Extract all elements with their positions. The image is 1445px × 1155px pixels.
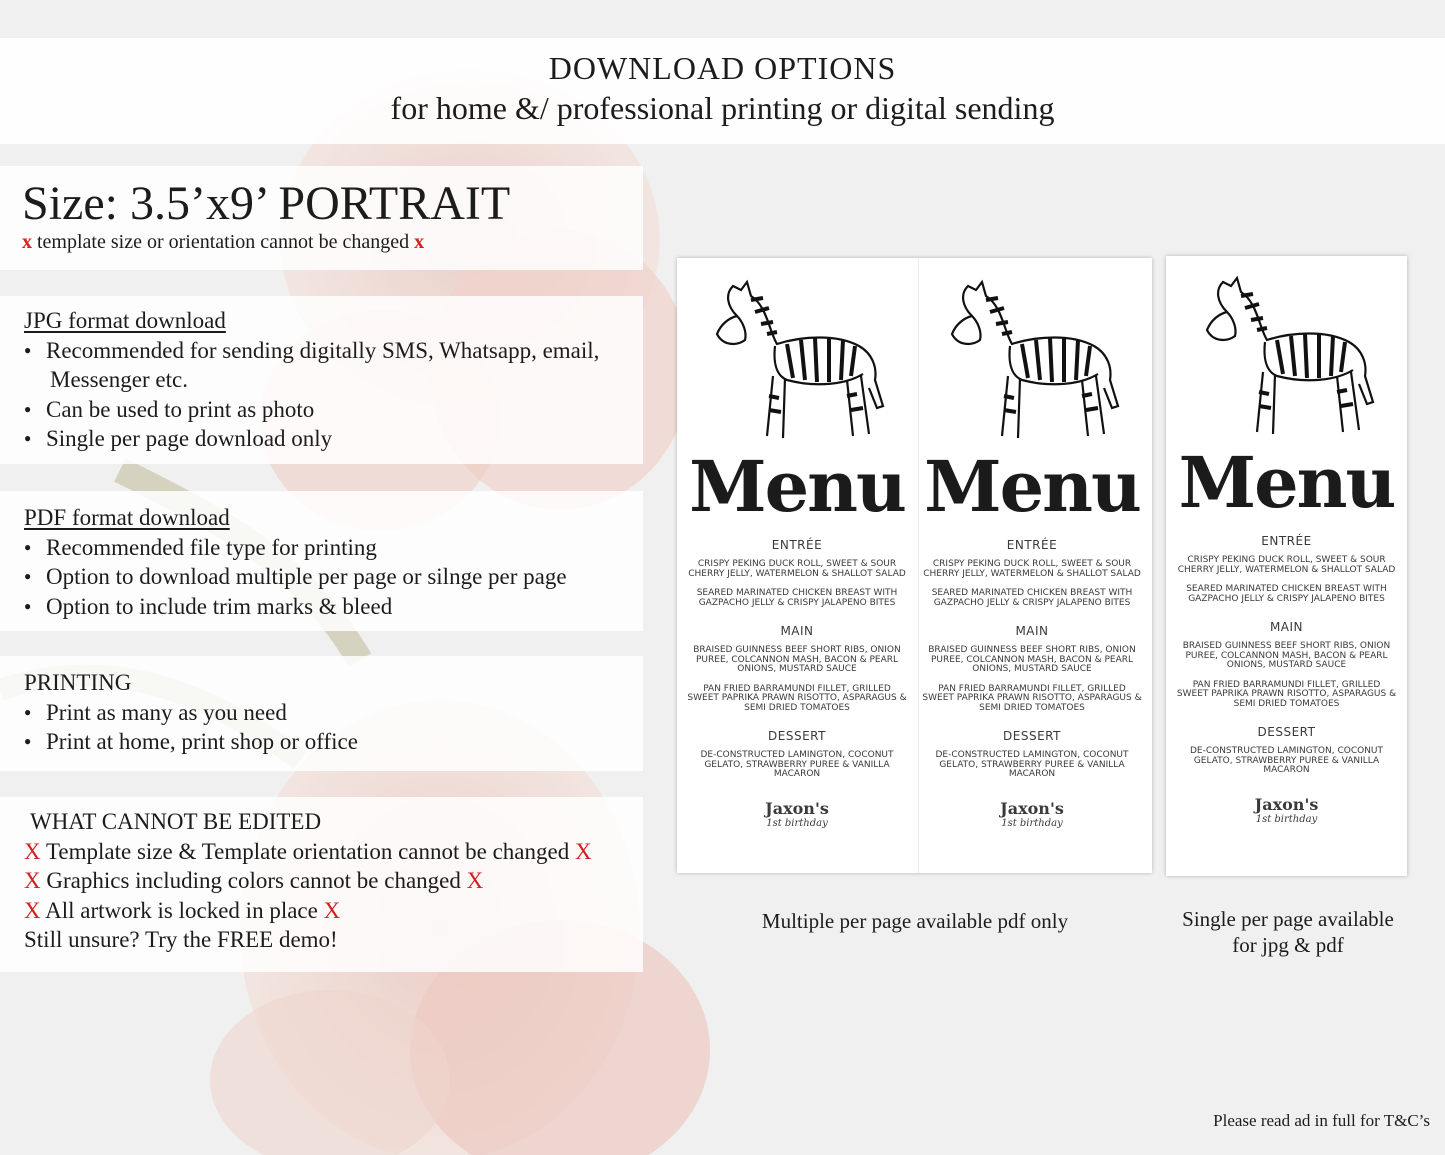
menu-title: Menu (924, 445, 1140, 528)
list-item-continuation: Messenger etc. (50, 367, 188, 392)
menu-preview (681, 276, 913, 830)
size-title: Size: 3.5’x9’ PORTRAIT (22, 177, 511, 230)
x-mark-icon: X (24, 868, 41, 893)
pdf-heading: PDF format download (24, 505, 230, 530)
size-panel (0, 166, 643, 270)
menu-occasion: 1st birthday (1001, 817, 1063, 829)
list-item: ● Can be used to print as photo (24, 395, 643, 425)
cannot-edit-text: Template size & Template orientation cannot be changed (45, 838, 570, 864)
menu-item: BRAISED GUINNESS BEEF SHORT RIBS, ONION PUREE, COLCANNON MASH, BACON & PEARL ONIONS, MUSTARD SAUCE (1182, 641, 1391, 670)
menu-item: DE-CONSTRUCTED LAMINGTON, COCONUT GELATO, STRAWBERRY PUREE & VANILLA MACARON (1189, 746, 1384, 775)
size-note (22, 230, 643, 254)
x-mark-icon: X (574, 838, 592, 864)
cannot-edit-line (24, 896, 643, 926)
zebra-illustration (707, 276, 887, 446)
entree-label: ENTRÉE (1261, 534, 1312, 548)
single-caption (1160, 906, 1416, 958)
dessert-label: DESSERT (1257, 725, 1316, 739)
x-mark-icon: X (466, 868, 484, 893)
caption-text: for jpg & pdf (1232, 933, 1344, 957)
list-item: ● Single per page download only (24, 424, 643, 454)
list-item: ● Recommended for sending digitally SMS, Whatsapp, email, (24, 336, 643, 366)
menu-item: SEARED MARINATED CHICKEN BREAST WITH GAZPACHO JELLY & CRISPY JALAPENO BITES (696, 588, 898, 608)
menu-item: DE-CONSTRUCTED LAMINGTON, COCONUT GELATO, STRAWBERRY PUREE & VANILLA MACARON (700, 750, 894, 779)
multiple-per-page-card (677, 258, 1152, 873)
menu-item: PAN FRIED BARRAMUNDI FILLET, GRILLED SWEET PAPRIKA PRAWN RISOTTO, ASPARAGUS & SEMI DRIED TOMATOES (1176, 679, 1397, 709)
single-per-page-card (1166, 256, 1407, 876)
menu-occasion: 1st birthday (1255, 813, 1318, 825)
entree-label: ENTRÉE (771, 538, 823, 552)
x-mark-icon: X (24, 838, 41, 864)
jpg-panel (0, 296, 643, 464)
list-item: ● Option to include trim marks & bleed (24, 592, 643, 622)
menu-preview (916, 276, 1148, 830)
main-label: MAIN (780, 624, 814, 638)
cannot-edit-line (24, 866, 643, 896)
entree-label: ENTRÉE (1006, 538, 1058, 552)
x-mark-icon: x (414, 231, 425, 253)
list-item: ● Print at home, print shop or office (24, 727, 643, 757)
cannot-edit-line (24, 837, 643, 867)
header-title: DOWNLOAD OPTIONS (548, 50, 897, 86)
menu-occasion: 1st birthday (766, 817, 828, 829)
jpg-heading: JPG format download (24, 308, 226, 333)
header-subtitle: for home &/ professional printing or digital sending (390, 90, 1055, 126)
demo-note: Still unsure? Try the FREE demo! (24, 927, 338, 952)
list-item: ● Print as many as you need (24, 698, 643, 728)
menu-item: CRISPY PEKING DUCK ROLL, SWEET & SOUR CHERRY JELLY, WATERMELON & SHALLOT SALAD (1177, 555, 1396, 575)
dessert-label: DESSERT (1003, 729, 1061, 743)
caption-text: Multiple per page available pdf only (761, 909, 1069, 933)
zebra-illustration (1197, 272, 1377, 442)
x-mark-icon: X (24, 897, 41, 923)
menu-item: PAN FRIED BARRAMUNDI FILLET, GRILLED SWEET PAPRIKA PRAWN RISOTTO, ASPARAGUS & SEMI DRIED TOMATOES (922, 683, 1142, 713)
menu-item: SEARED MARINATED CHICKEN BREAST WITH GAZPACHO JELLY & CRISPY JALAPENO BITES (1186, 584, 1387, 604)
main-label: MAIN (1269, 620, 1304, 634)
caption-text: Single per page available (1182, 907, 1394, 931)
cannot-edit-heading: WHAT CANNOT BE EDITED (30, 809, 322, 834)
pdf-panel (0, 491, 643, 631)
menu-item: CRISPY PEKING DUCK ROLL, SWEET & SOUR CHERRY JELLY, WATERMELON & SHALLOT SALAD (923, 559, 1141, 579)
dessert-label: DESSERT (768, 729, 826, 743)
zebra-illustration (942, 276, 1122, 446)
menu-title: Menu (689, 445, 905, 528)
menu-preview (1170, 272, 1403, 826)
list-item: ● Option to download multiple per page or silnge per page (24, 562, 643, 592)
menu-name: Jaxon's (1000, 798, 1064, 818)
cannot-edit-text: All artwork is locked in place (45, 897, 318, 923)
menu-item: DE-CONSTRUCTED LAMINGTON, COCONUT GELATO, STRAWBERRY PUREE & VANILLA MACARON (935, 750, 1129, 779)
x-mark-icon: x (22, 231, 32, 253)
menu-item: BRAISED GUINNESS BEEF SHORT RIBS, ONION PUREE, COLCANNON MASH, BACON & PEARL ONIONS, MUSTARD SAUCE (693, 645, 901, 674)
printing-panel (0, 656, 643, 771)
menu-name: Jaxon's (765, 798, 829, 818)
cannot-edit-panel (0, 797, 643, 972)
menu-item: CRISPY PEKING DUCK ROLL, SWEET & SOUR CHERRY JELLY, WATERMELON & SHALLOT SALAD (688, 559, 906, 579)
download-options-header (0, 38, 1445, 144)
list-item: ● Recommended file type for printing (24, 533, 643, 563)
cannot-edit-text: Graphics including colors cannot be changed (46, 868, 461, 893)
menu-item: PAN FRIED BARRAMUNDI FILLET, GRILLED SWEET PAPRIKA PRAWN RISOTTO, ASPARAGUS & SEMI DRIED TOMATOES (687, 683, 907, 713)
menu-name: Jaxon's (1254, 794, 1319, 814)
x-mark-icon: X (323, 897, 341, 923)
menu-title: Menu (1178, 441, 1395, 524)
menu-item: BRAISED GUINNESS BEEF SHORT RIBS, ONION PUREE, COLCANNON MASH, BACON & PEARL ONIONS, MUSTARD SAUCE (928, 645, 1136, 674)
main-label: MAIN (1015, 624, 1049, 638)
size-note-text: template size or orientation cannot be changed (37, 231, 410, 253)
multiple-caption (700, 908, 1130, 934)
footer-note: Please read ad in full for T&C’s (1213, 1111, 1430, 1130)
menu-item: SEARED MARINATED CHICKEN BREAST WITH GAZPACHO JELLY & CRISPY JALAPENO BITES (931, 588, 1133, 608)
printing-heading: PRINTING (24, 670, 132, 695)
